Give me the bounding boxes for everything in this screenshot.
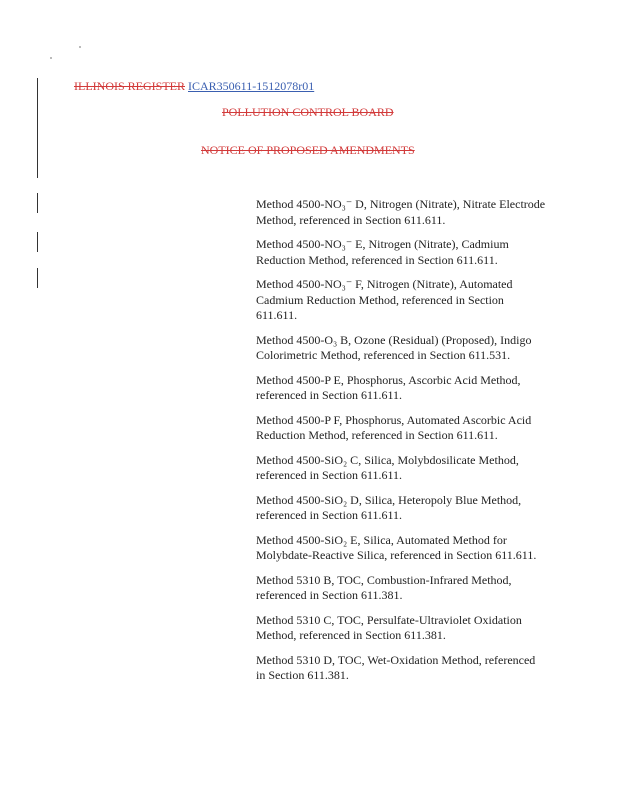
list-item: Method 4500-SiO₂ D, Silica, Heteropoly Blue Method, referenced in Section 611.611. — [256, 492, 522, 522]
inserted-document-id[interactable]: ICAR350611-1512078r01 — [188, 79, 315, 93]
list-item: Method 5310 C, TOC, Persulfate-Ultraviolet Oxidation Method, referenced in Section 611.381. — [256, 612, 522, 642]
register-header — [74, 79, 314, 94]
list-item: Method 4500-NO₃⁻ F, Nitrogen (Nitrate), Automated Cadmium Reduction Method, referenced in Section 611.611. — [256, 277, 513, 322]
list-item: Method 4500-P F, Phosphorus, Automated Ascorbic Acid Reduction Method, referenced in Section 611.611. — [256, 412, 532, 442]
list-item: Method 4500-NO₃⁻ D, Nitrogen (Nitrate), Nitrate Electrode Method, referenced in Section 611.611. — [256, 197, 546, 227]
scan-mark — [50, 57, 52, 59]
list-item: Method 4500-SiO₂ C, Silica, Molybdosilicate Method, referenced in Section 611.611. — [256, 452, 519, 482]
list-item: Method 4500-P E, Phosphorus, Ascorbic Acid Method, referenced in Section 611.611. — [256, 372, 521, 402]
list-item: Method 4500-SiO₂ E, Silica, Automated Method for Molybdate-Reactive Silica, referenced in Section 611.611. — [256, 532, 537, 562]
notice-title: NOTICE OF PROPOSED AMENDMENTS — [201, 143, 415, 157]
change-bar — [37, 78, 38, 178]
list-item: Method 5310 D, TOC, Wet-Oxidation Method, referenced in Section 611.381. — [256, 652, 536, 682]
list-item: Method 5310 B, TOC, Combustion-Infrared Method, referenced in Section 611.381. — [256, 572, 512, 602]
list-item: Method 4500-NO₃⁻ E, Nitrogen (Nitrate), Cadmium Reduction Method, referenced in Section 611.611. — [256, 237, 509, 267]
struck-register-title: ILLINOIS REGISTER — [74, 79, 185, 93]
method-list — [256, 197, 546, 693]
change-bar — [37, 193, 38, 213]
scan-mark — [79, 46, 81, 48]
change-bar — [37, 232, 38, 252]
board-title: POLLUTION CONTROL BOARD — [222, 105, 394, 119]
change-bar — [37, 268, 38, 288]
list-item: Method 4500-O₃ B, Ozone (Residual) (Proposed), Indigo Colorimetric Method, referenced in Section 611.531. — [256, 332, 532, 362]
